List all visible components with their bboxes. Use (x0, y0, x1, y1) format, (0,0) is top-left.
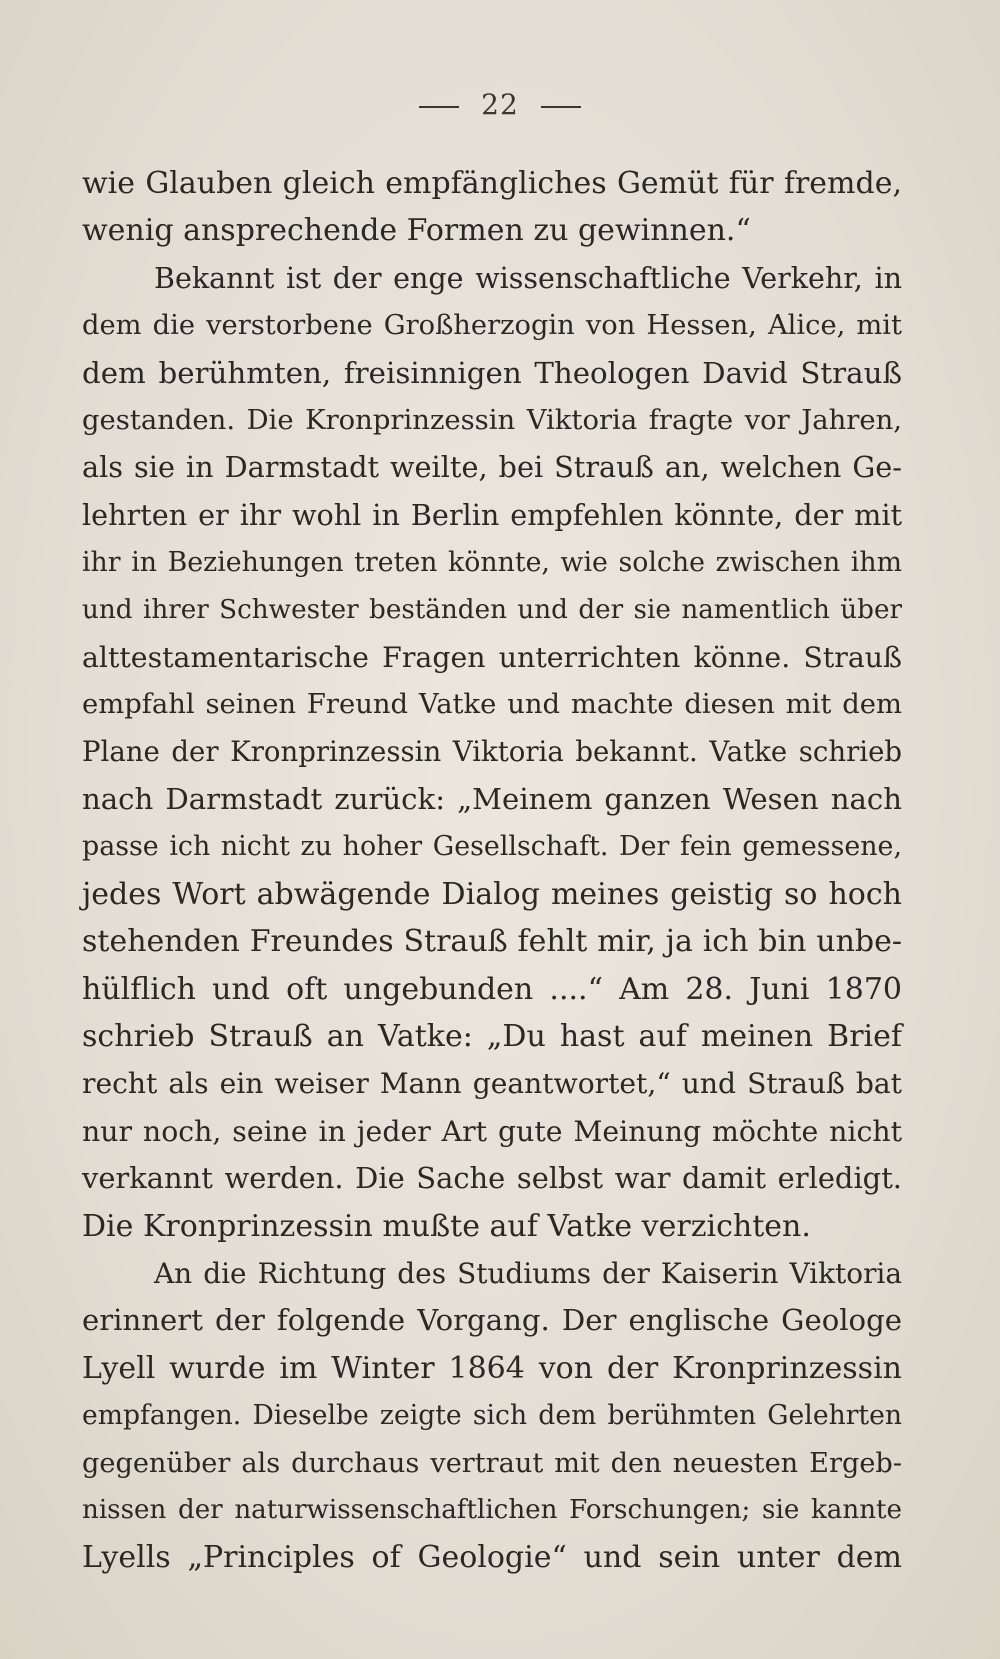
text-line: dem die verstorbene Großherzogin von Hessen, Alice, mit (82, 310, 902, 342)
text-line: Bekannt ist der enge wissenschaftliche Verkehr, in (154, 261, 902, 295)
text-line: ihr in Beziehungen treten könnte, wie solche zwischen ihm (82, 547, 902, 579)
text-line: Die Kronprinzessin mußte auf Vatke verzichten. (82, 1208, 811, 1244)
text-line: verkannt werden. Die Sache selbst war damit erledigt. (82, 1161, 902, 1196)
text-line: lehrten er ihr wohl in Berlin empfehlen könnte, der mit (82, 497, 902, 532)
text-line: Lyell wurde im Winter 1864 von der Kronprinzessin (82, 1350, 902, 1386)
page-number: 22 (481, 88, 519, 121)
text-line: erinnert der folgende Vorgang. Der englische Geologe (82, 1303, 902, 1338)
page-header (0, 88, 1000, 121)
text-line: schrieb Strauß an Vatke: „Du hast auf meinen Brief (82, 1019, 902, 1055)
text-line: recht als ein weiser Mann geantwortet,“ und Strauß bat (82, 1067, 902, 1101)
text-line: empfangen. Dieselbe zeigte sich dem berühmten Gelehrten (82, 1400, 902, 1432)
body-text (82, 160, 902, 1582)
text-line: empfahl seinen Freund Vatke und machte diesen mit dem (82, 689, 902, 721)
text-line: dem berühmten, freisinnigen Theologen David Strauß (82, 355, 902, 390)
text-line: nissen der naturwissenschaftlichen Forschungen; sie kannte (82, 1494, 902, 1525)
text-line: nur noch, seine in jeder Art gute Meinung möchte nicht (82, 1114, 902, 1148)
header-dash-left (419, 106, 459, 108)
text-line: passe ich nicht zu hoher Gesellschaft. Der fein gemessene, (82, 831, 902, 863)
text-line: Plane der Kronprinzessin Viktoria bekannt. Vatke schrieb (82, 735, 902, 768)
text-line: wenig ansprechende Formen zu gewinnen.“ (82, 213, 751, 249)
text-line: An die Richtung des Studiums der Kaiserin Viktoria (154, 1256, 902, 1290)
text-line: Lyells „Principles of Geologie“ und sein unter dem (82, 1540, 902, 1576)
text-line: hülflich und oft ungebunden ....“ Am 28. Juni 1870 (82, 971, 902, 1007)
text-line: und ihrer Schwester beständen und der sie namentlich über (82, 594, 902, 625)
text-line: nach Darmstadt zurück: „Meinem ganzen Wesen nach (82, 782, 902, 817)
text-line: als sie in Darmstadt weilte, bei Strauß an, welchen Ge- (82, 450, 902, 485)
text-line: stehenden Freundes Strauß fehlt mir, ja ich bin unbe- (82, 924, 902, 960)
text-line: alttestamentarische Fragen unterrichten könne. Strauß (82, 640, 902, 674)
text-line: jedes Wort abwägende Dialog meines geistig so hoch (82, 876, 902, 912)
text-line: wie Glauben gleich empfängliches Gemüt für fremde, (82, 166, 902, 201)
text-line: gestanden. Die Kronprinzessin Viktoria fragte vor Jahren, (82, 404, 902, 436)
header-dash-right (541, 106, 581, 108)
text-line: gegenüber als durchaus vertraut mit den neuesten Ergeb- (82, 1447, 902, 1479)
